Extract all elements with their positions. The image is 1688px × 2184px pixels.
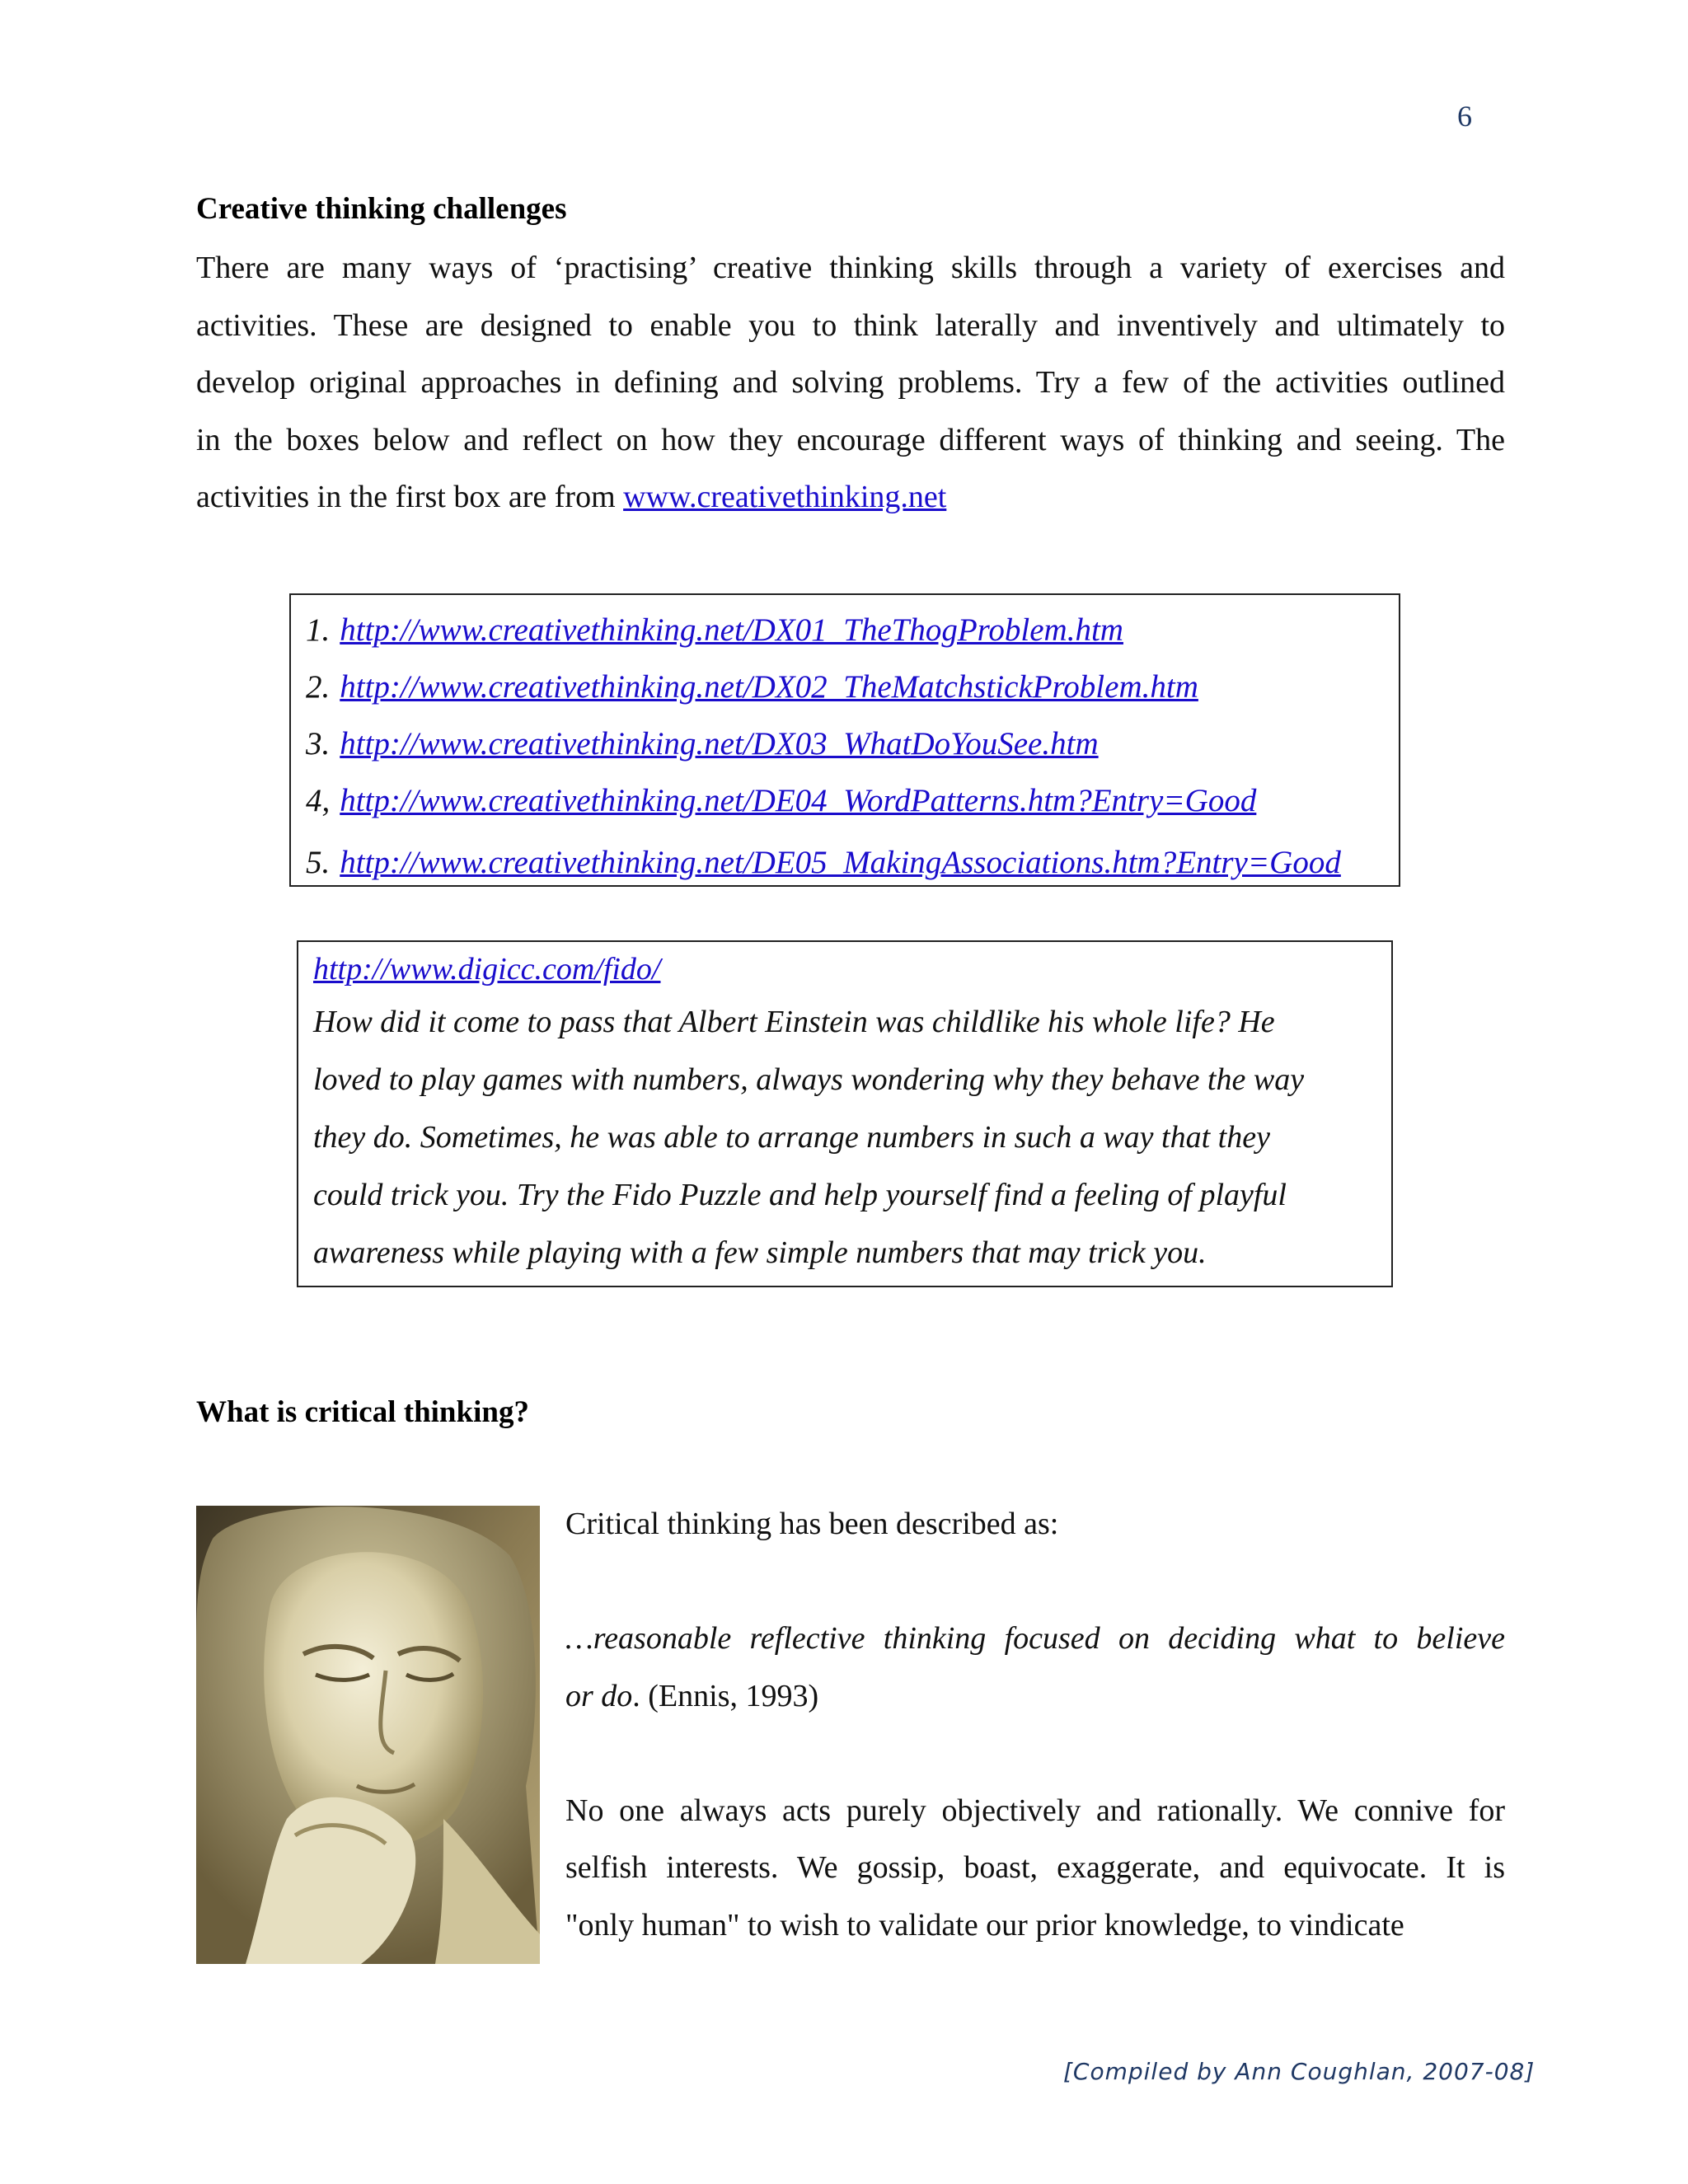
description-line: they do. Sometimes, he was able to arrange numbers in such a way that they xyxy=(313,1120,1270,1155)
creativethinking-link[interactable]: www.creativethinking.net xyxy=(623,480,947,514)
page-number: 6 xyxy=(1457,100,1472,133)
list-item xyxy=(306,602,1399,658)
paragraph-line: in the boxes below and reflect on how they encourage different ways of thinking and seeing. The xyxy=(196,422,1505,457)
thinking-statue-image xyxy=(196,1506,540,1964)
paragraph-line: There are many ways of ‘practising’ creative thinking skills through a variety of exercises and xyxy=(196,251,1505,285)
quote-italic: or do xyxy=(565,1678,633,1713)
list-item xyxy=(306,834,1399,891)
paragraph-line xyxy=(196,469,1505,527)
paragraph-line: activities. These are designed to enable you to think laterally and inventively and ultimately to xyxy=(196,307,1505,343)
description-line: loved to play games with numbers, always wondering why they behave the way xyxy=(313,1062,1305,1097)
quote-line: …reasonable reflective thinking focused on deciding what to believe xyxy=(565,1621,1505,1656)
list-item xyxy=(306,772,1399,829)
quote-line xyxy=(565,1668,1505,1726)
activity-link[interactable]: http://www.creativethinking.net/DX02_TheMatchstickProblem.htm xyxy=(340,669,1198,705)
section-heading-critical-thinking: What is critical thinking? xyxy=(196,1395,529,1429)
spacer xyxy=(565,1725,1505,1783)
description-line: awareness while playing with a few simple numbers that may trick you. xyxy=(313,1235,1207,1270)
fido-puzzle-box xyxy=(297,940,1393,1287)
item-number: 5. xyxy=(306,845,331,880)
body-line: "only human" to wish to validate our prior knowledge, to vindicate xyxy=(565,1907,1404,1943)
fido-link[interactable]: http://www.digicc.com/fido/ xyxy=(313,952,661,987)
description-line: could trick you. Try the Fido Puzzle and help yourself find a feeling of playful xyxy=(313,1178,1287,1212)
activity-link[interactable]: http://www.creativethinking.net/DE04_WordPatterns.htm?Entry=Good xyxy=(340,783,1257,818)
section-heading-creative-thinking: Creative thinking challenges xyxy=(196,192,567,226)
intro-line: Critical thinking has been described as: xyxy=(565,1507,1059,1541)
item-number: 1. xyxy=(306,612,331,648)
paragraph-line-text: activities in the first box are from xyxy=(196,480,624,514)
activity-link[interactable]: http://www.creativethinking.net/DE05_MakingAssociations.htm?Entry=Good xyxy=(340,845,1341,880)
quote-citation: . (Ennis, 1993) xyxy=(632,1678,819,1713)
item-number: 3. xyxy=(306,726,331,762)
paragraph-line: develop original approaches in defining and solving problems. Try a few of the activities outlined xyxy=(196,365,1505,400)
critical-thinking-text xyxy=(565,1496,1505,1954)
list-item xyxy=(306,715,1399,772)
list-item xyxy=(306,658,1399,715)
body-line: selfish interests. We gossip, boast, exaggerate, and equivocate. It is xyxy=(565,1850,1505,1885)
activity-link[interactable]: http://www.creativethinking.net/DX01_TheThogProblem.htm xyxy=(340,612,1123,648)
activity-links-box xyxy=(289,593,1400,887)
item-number: 4, xyxy=(306,783,331,818)
item-number: 2. xyxy=(306,669,331,705)
body-line: No one always acts purely objectively and rationally. We connive for xyxy=(565,1793,1505,1828)
footer-credit: [Compiled by Ann Coughlan, 2007-08] xyxy=(1063,2058,1536,2085)
fido-description xyxy=(313,993,1391,1282)
intro-paragraph xyxy=(196,240,1505,527)
activity-link[interactable]: http://www.creativethinking.net/DX03_WhatDoYouSee.htm xyxy=(340,726,1099,762)
description-line: How did it come to pass that Albert Einstein was childlike his whole life? He xyxy=(313,1005,1275,1039)
spacer xyxy=(565,1554,1505,1611)
